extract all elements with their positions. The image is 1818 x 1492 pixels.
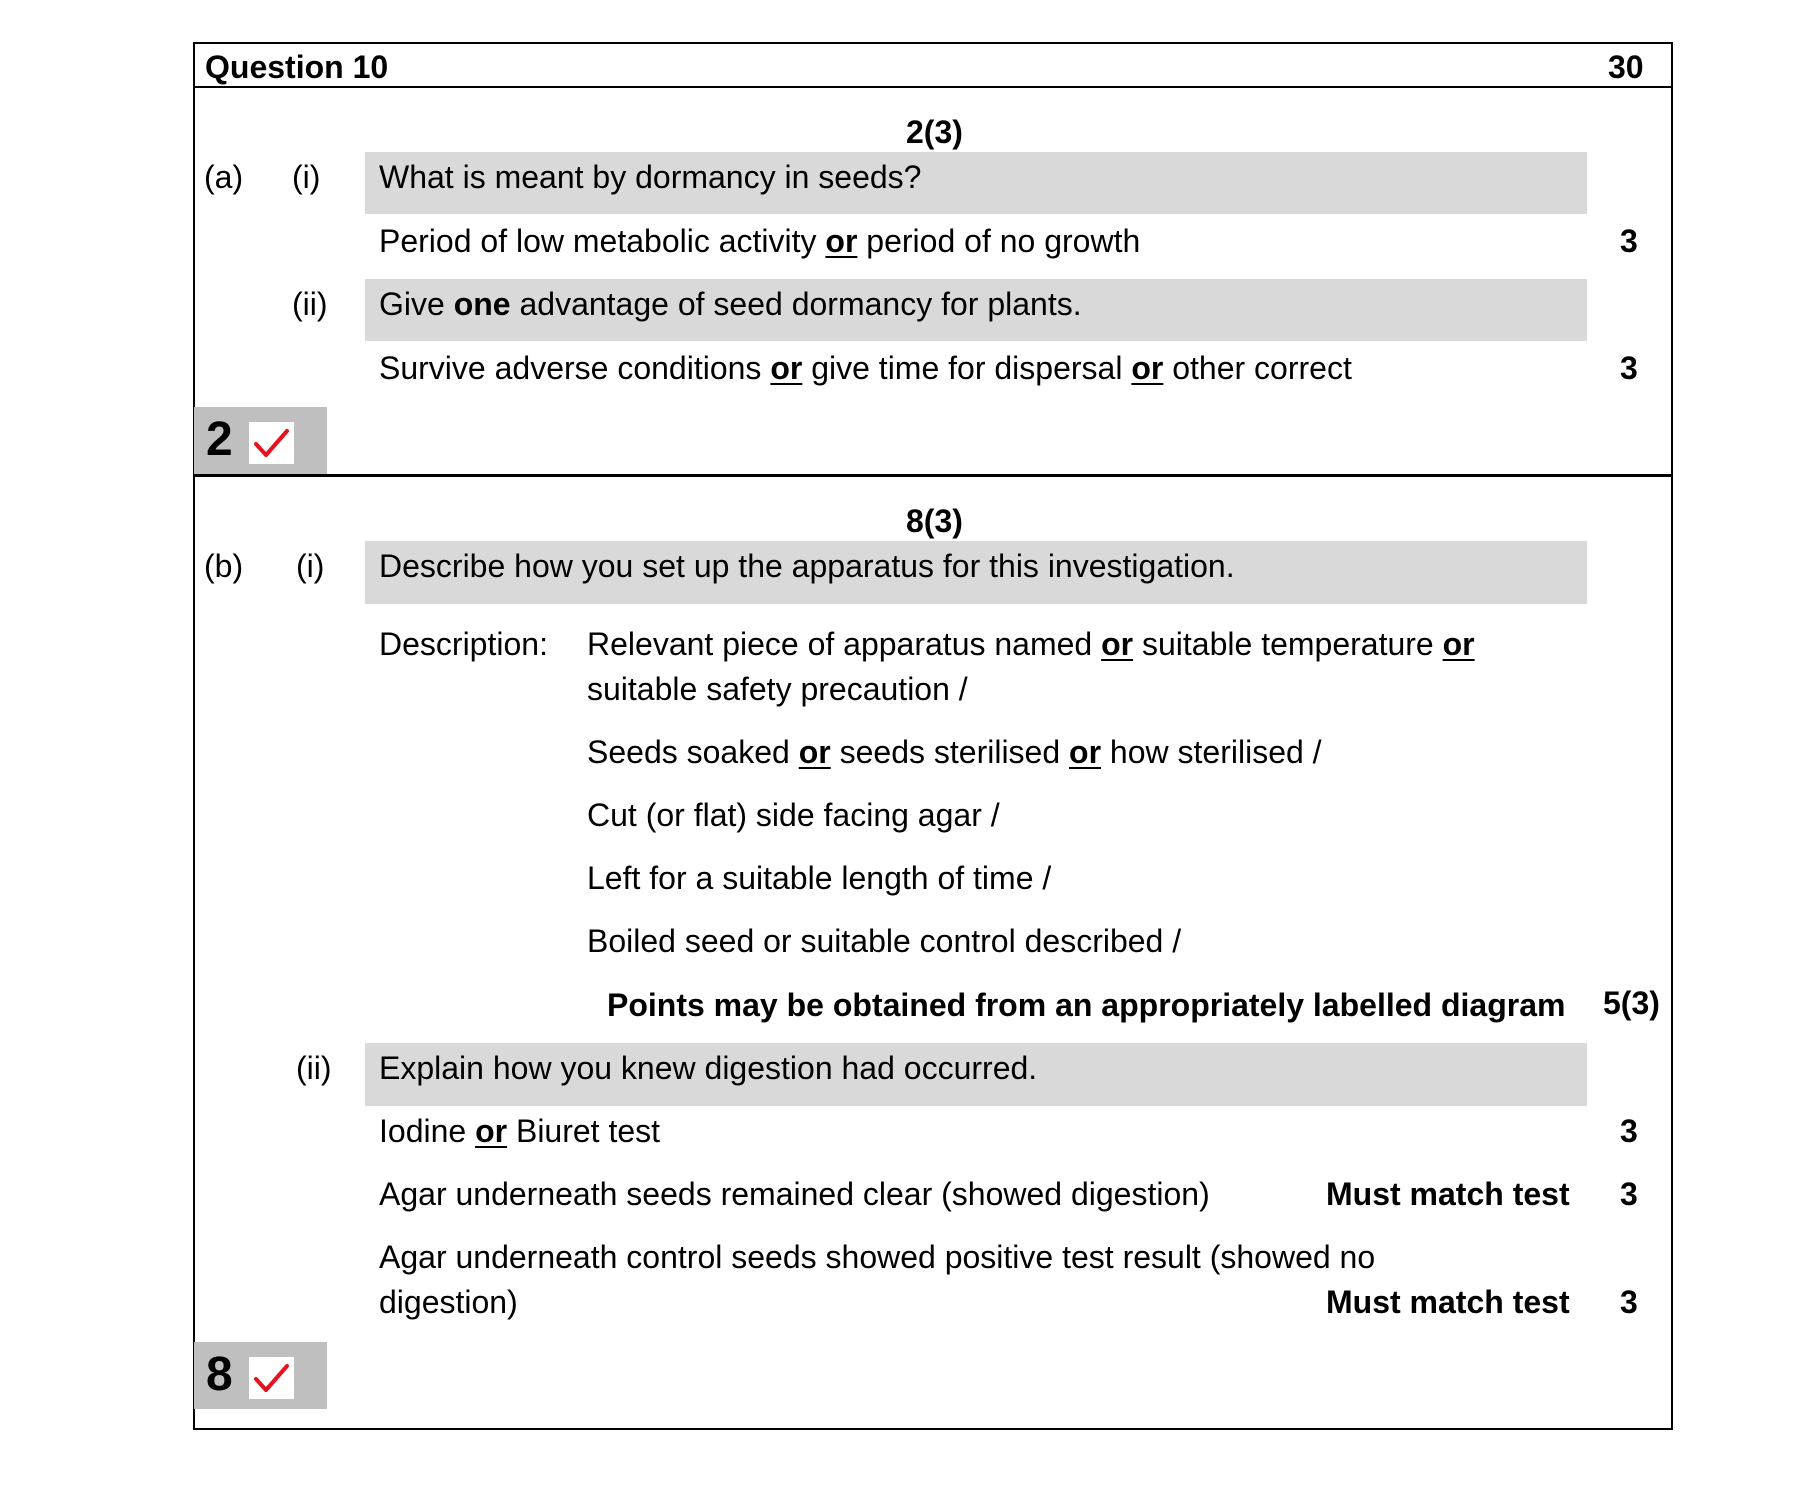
description-point: Relevant piece of apparatus named or suitable temperature or [587, 626, 1475, 662]
answer-a-ii: Survive adverse conditions or give time for dispersal or other correct [379, 350, 1352, 386]
score-box-b [194, 1342, 327, 1409]
score-box-a [194, 407, 327, 474]
item-b-ii-label: (ii) [296, 1050, 332, 1086]
mark-b-ii: 3 [1620, 1284, 1638, 1320]
answer-a-i: Period of low metabolic activity or period of no growth [379, 223, 1141, 259]
checkmark-icon [249, 422, 294, 464]
score-a: 2 [206, 413, 233, 466]
description-point-continued: suitable safety precaution / [587, 671, 968, 707]
section-divider [193, 474, 1673, 477]
header-divider [193, 86, 1673, 88]
question-a-ii: Give one advantage of seed dormancy for plants. [379, 286, 1082, 322]
answer-b-ii: Agar underneath seeds remained clear (showed digestion) [379, 1176, 1210, 1212]
question-total: 30 [1608, 49, 1644, 85]
answer-b-ii-continued: digestion) [379, 1284, 518, 1320]
answer-b-ii: Iodine or Biuret test [379, 1113, 661, 1149]
part-b-label: (b) [204, 548, 244, 584]
item-a-ii-label: (ii) [292, 286, 328, 322]
part-b-marks-scheme: 8(3) [906, 503, 963, 539]
description-label: Description: [379, 626, 548, 662]
diagram-note-mark: 5(3) [1603, 985, 1660, 1021]
item-a-i-label: (i) [292, 159, 321, 195]
checkmark-icon [249, 1357, 294, 1399]
item-b-i-label: (i) [296, 548, 325, 584]
mark-b-ii: 3 [1620, 1113, 1638, 1149]
question-title: Question 10 [205, 49, 389, 85]
description-point: Seeds soaked or seeds sterilised or how sterilised / [587, 734, 1322, 770]
description-point: Left for a suitable length of time / [587, 860, 1052, 896]
mark-a-ii: 3 [1620, 350, 1638, 386]
mark-a-i: 3 [1620, 223, 1638, 259]
answer-b-ii: Agar underneath control seeds showed positive test result (showed no [379, 1239, 1376, 1275]
diagram-note: Points may be obtained from an appropriately labelled diagram [607, 987, 1566, 1023]
score-b: 8 [206, 1348, 233, 1401]
part-a-label: (a) [204, 159, 244, 195]
mark-b-ii: 3 [1620, 1176, 1638, 1212]
question-b-i: Describe how you set up the apparatus for this investigation. [379, 548, 1235, 584]
must-match-note: Must match test [1326, 1284, 1570, 1320]
description-point: Boiled seed or suitable control described / [587, 923, 1182, 959]
part-a-marks-scheme: 2(3) [906, 114, 963, 150]
question-a-i: What is meant by dormancy in seeds? [379, 159, 922, 195]
must-match-note: Must match test [1326, 1176, 1570, 1212]
question-b-ii: Explain how you knew digestion had occurred. [379, 1050, 1038, 1086]
description-point: Cut (or flat) side facing agar / [587, 797, 1000, 833]
